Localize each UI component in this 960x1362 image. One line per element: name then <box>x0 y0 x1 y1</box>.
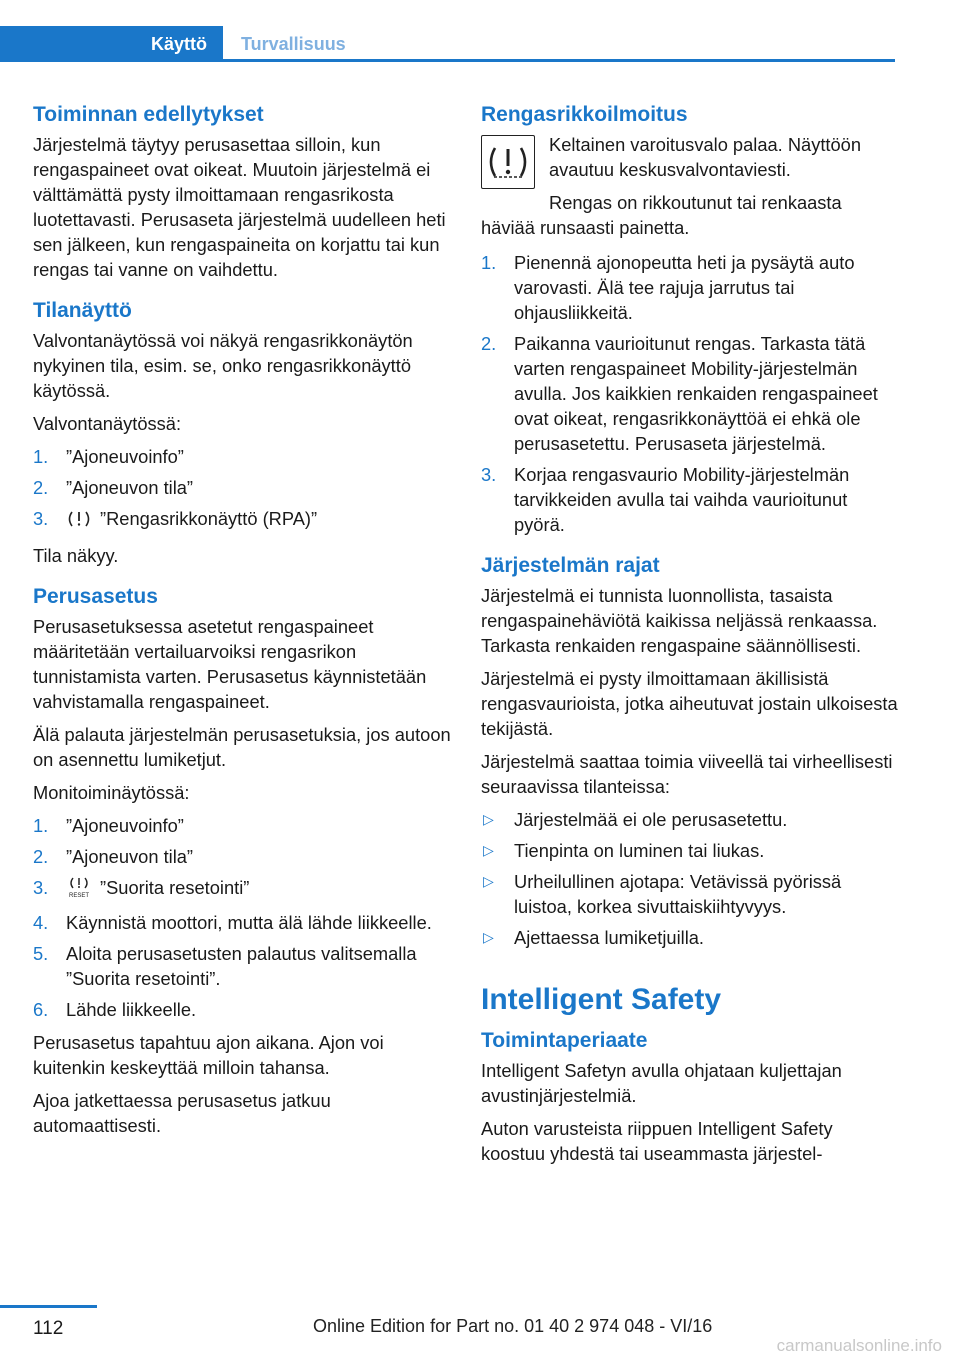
list-item <box>481 462 898 537</box>
list-item <box>481 250 898 325</box>
watermark: carmanualsonline.info <box>776 1336 942 1355</box>
paragraph: Monitoiminäytössä: <box>33 782 190 803</box>
paragraph: Intelligent Safetyn avulla ohjataan kuljettajan avustinjärjestelmiä. <box>481 1060 842 1106</box>
list-text: ”Ajoneuvoinfo” <box>66 815 184 836</box>
bullet-list <box>481 807 898 950</box>
list-number: 1. <box>33 815 49 836</box>
list-item <box>33 997 451 1022</box>
list-text: ”Ajoneuvon tila” <box>66 846 194 867</box>
triangle-bullet-icon: ▷ <box>483 929 494 945</box>
left-column <box>33 100 451 1146</box>
paragraph: Valvontanäytössä voi näkyä rengasrikkonäytön nykyinen tila, esim. se, onko rengasrikkonäyttö käytössä. <box>33 330 413 401</box>
list-item <box>33 506 451 535</box>
list-number: 2. <box>33 846 49 867</box>
list-text: Ajettaessa lumiketjuilla. <box>514 927 705 948</box>
list-item <box>33 941 451 991</box>
list-item <box>33 910 451 935</box>
list-number: 6. <box>33 999 49 1020</box>
list-item <box>33 875 451 904</box>
paragraph: Järjestelmä saattaa toimia viiveellä tai virheellisesti seuraavissa tilanteissa: <box>481 751 893 797</box>
paragraph: Perusasetuksessa asetetut rengaspaineet määritetään vertailuarvoiksi rengasrikon tunnistamista varten. Perusasetus käynnistetään vahvistamalla rengaspaineet. <box>33 616 427 712</box>
tab-kaytto[interactable]: Käyttö <box>0 26 223 62</box>
list-text: ”Rengasrikkonäyttö (RPA)” <box>100 508 318 529</box>
paragraph: Järjestelmä ei tunnista luonnollista, tasaista rengaspainehäviötä kaikissa neljässä renkaassa. Tarkasta renkaiden rengaspaine säännöllisesti. <box>481 585 878 656</box>
triangle-bullet-icon: ▷ <box>483 873 494 889</box>
reset-label: RESET <box>68 893 90 898</box>
list-number: 2. <box>481 333 497 354</box>
section-title: Järjestelmän rajat <box>481 554 660 577</box>
list-text: ”Ajoneuvon tila” <box>66 477 194 498</box>
paragraph: Keltainen varoitusvalo palaa. Näyttöön avautuu keskusvalvontaviesti. <box>549 134 861 180</box>
list-item <box>33 444 451 469</box>
list-number: 1. <box>481 252 497 273</box>
paragraph: Järjestelmä ei pysty ilmoittamaan äkillisistä rengasvaurioista, jotka aiheutuvat jostain ulkoisesta tekijästä. <box>481 668 898 739</box>
list-text: Lähde liikkeelle. <box>66 999 197 1020</box>
list-item <box>481 869 898 919</box>
tire-warning-icon <box>66 509 92 535</box>
tire-warning-icon <box>481 135 535 189</box>
paragraph: Auton varusteista riippuen Intelligent Safety koostuu yhdestä tai useammasta järjestel- <box>481 1118 833 1164</box>
numbered-list <box>481 250 898 537</box>
section-title: Rengasrikkoilmoitus <box>481 103 688 126</box>
list-text: Korjaa rengasvaurio Mobility-järjestelmän tarvikkeiden avulla tai vaihda vaurioitunut pyörä. <box>514 464 850 535</box>
paragraph: Perusasetus tapahtuu ajon aikana. Ajon voi kuitenkin keskeyttää milloin tahansa. <box>33 1032 384 1078</box>
list-text: Tienpinta on luminen tai liukas. <box>514 840 765 861</box>
chapter-title: Intelligent Safety <box>481 983 722 1016</box>
paragraph: Järjestelmä täytyy perusasettaa silloin, kun rengaspaineet ovat oikeat. Muutoin järjestelmä ei välttämättä pysty ilmoittamaan rengasrikosta luotettavasti. Perusaseta järjestelmä uudelleen heti sen jälkeen, kun rengaspaineita on korjattu tai kun rengas tai vanne on vaihdettu. <box>33 134 446 280</box>
numbered-list <box>33 813 451 1022</box>
header-tabs <box>0 26 895 62</box>
list-text: Pienennä ajonopeutta heti ja pysäytä auto varovasti. Älä tee rajuja jarrutus tai ohjausliikkeitä. <box>514 252 855 323</box>
page-number: 112 <box>33 1318 64 1339</box>
paragraph: Rengas on rikkoutunut tai renkaasta häviää runsaasti painetta. <box>481 192 842 238</box>
list-number: 4. <box>33 912 49 933</box>
triangle-bullet-icon: ▷ <box>483 811 494 827</box>
section-title: Tilanäyttö <box>33 299 132 322</box>
list-text: Paikanna vaurioitunut rengas. Tarkasta tätä varten rengaspaineet Mobility-järjestelmän avulla. Jos kaikkien renkaiden rengaspaineet ovat oikeat, rengasrikkonäyttöä ei ehkä ole perusasetettu. Perusaseta järjestelmä. <box>514 333 878 454</box>
paragraph: Tila näkyy. <box>33 545 119 566</box>
list-item <box>33 844 451 869</box>
list-number: 3. <box>481 464 497 485</box>
triangle-bullet-icon: ▷ <box>483 842 494 858</box>
list-text: Aloita perusasetusten palautus valitsemalla ”Suorita resetointi”. <box>66 943 417 989</box>
list-number: 2. <box>33 477 49 498</box>
footer-rule <box>0 1305 97 1308</box>
list-item <box>33 475 451 500</box>
list-item <box>481 807 898 832</box>
paragraph: Ajoa jatkettaessa perusasetus jatkuu automaattisesti. <box>33 1090 331 1136</box>
section-title: Perusasetus <box>33 585 158 608</box>
list-number: 3. <box>33 877 49 898</box>
list-text: Järjestelmää ei ole perusasetettu. <box>514 809 788 830</box>
numbered-list <box>33 444 451 535</box>
list-text: Käynnistä moottori, mutta älä lähde liikkeelle. <box>66 912 432 933</box>
list-item <box>481 925 898 950</box>
edition-note: Online Edition for Part no. 01 40 2 974 048 - VI/16 <box>313 1316 713 1336</box>
list-number: 3. <box>33 508 49 529</box>
warning-block <box>481 132 898 240</box>
list-item <box>481 838 898 863</box>
list-item <box>481 331 898 456</box>
list-item <box>33 813 451 838</box>
list-number: 1. <box>33 446 49 467</box>
tire-reset-icon <box>66 876 92 904</box>
list-text: ”Ajoneuvoinfo” <box>66 446 184 467</box>
section-title: Toimintaperiaate <box>481 1029 648 1052</box>
list-text: ”Suorita resetointi” <box>100 877 250 898</box>
tab-turvallisuus[interactable]: Turvallisuus <box>241 34 346 54</box>
right-column <box>481 100 898 1174</box>
list-number: 5. <box>33 943 49 964</box>
paragraph: Älä palauta järjestelmän perusasetuksia, jos autoon on asennettu lumiketjut. <box>33 724 451 770</box>
list-text: Urheilullinen ajotapa: Vetävissä pyörissä luistoa, korkea sivuttaiskiihtyvyys. <box>514 871 842 917</box>
paragraph: Valvontanäytössä: <box>33 413 182 434</box>
header-rule <box>223 59 895 62</box>
section-title: Toiminnan edellytykset <box>33 103 264 126</box>
